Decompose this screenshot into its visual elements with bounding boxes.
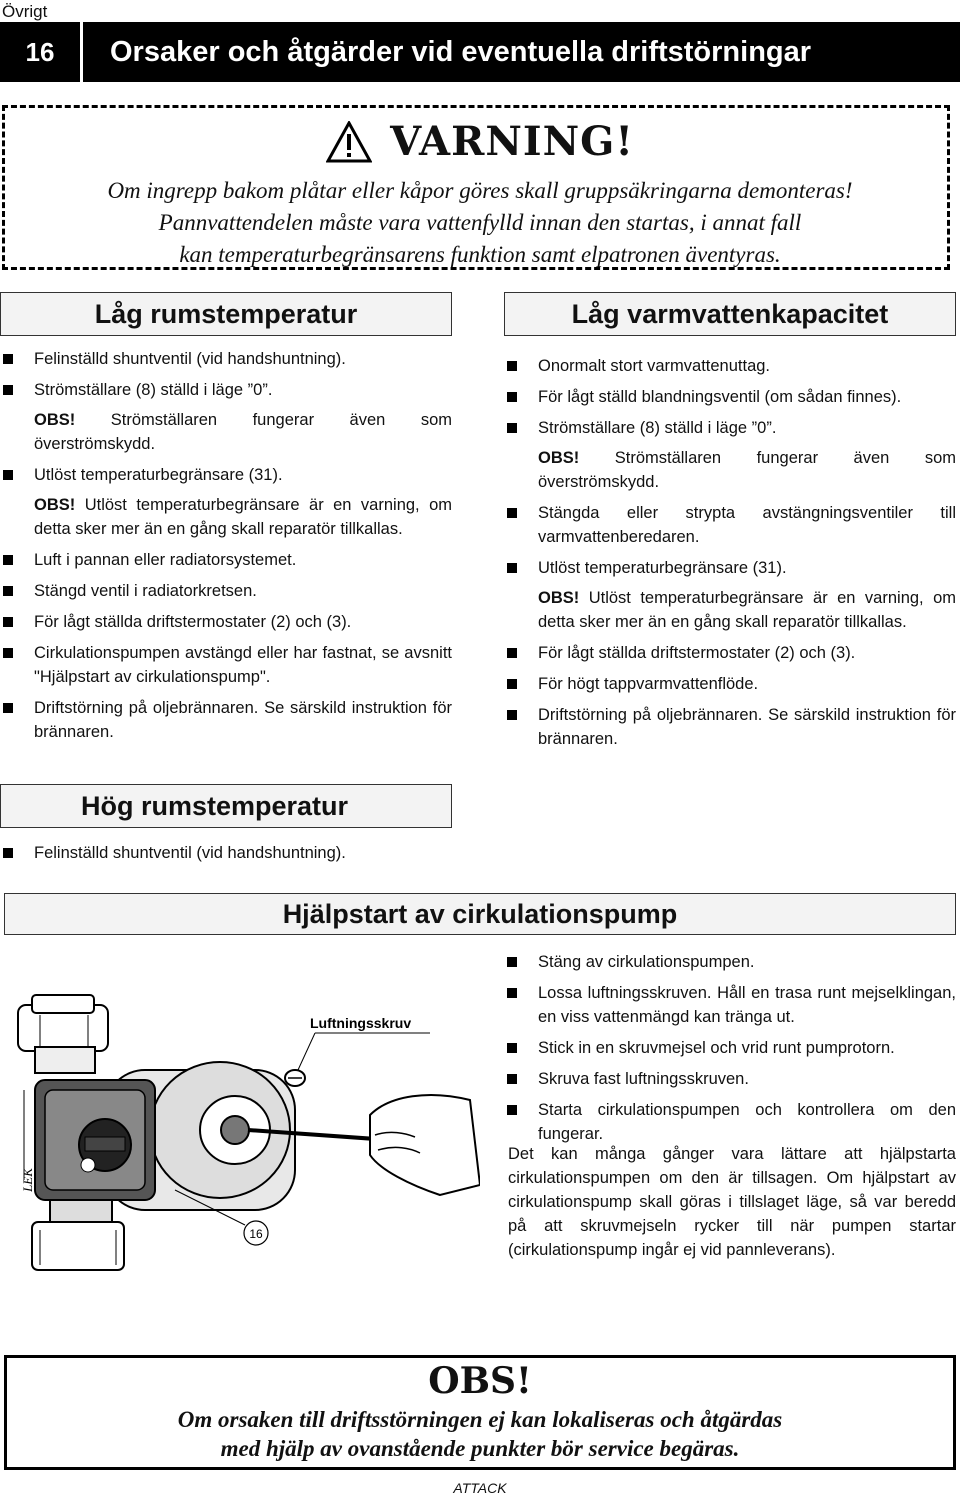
obs-line-2: med hjälp av ovanstående punkter bör service begäras. bbox=[220, 1436, 740, 1461]
pump-steps-list bbox=[504, 950, 956, 1153]
note-item: OBS! Strömställaren fungerar även som överströmskydd. bbox=[34, 411, 452, 453]
note-item: OBS! Utlöst temperaturbegränsare är en varning, om detta sker mer än en gång skall reparatör tillkallas. bbox=[34, 496, 452, 538]
list-item: För lågt ställda driftstermostater (2) och (3). bbox=[0, 610, 452, 634]
note-item: OBS! Strömställaren fungerar även som överströmskydd. bbox=[538, 449, 956, 491]
chapter-number: 16 bbox=[25, 36, 55, 67]
list-item: Onormalt stort varmvattenuttag. bbox=[504, 354, 956, 378]
note-item: OBS! Utlöst temperaturbegränsare är en varning, om detta sker mer än en gång skall reparatör tillkallas. bbox=[538, 589, 956, 631]
list-item: För lågt ställd blandningsventil (om sådan finnes). bbox=[504, 385, 956, 409]
high-room-temp-list bbox=[0, 841, 460, 872]
list-item: Stäng av cirkulationspumpen. bbox=[504, 950, 956, 974]
list-item: Felinställd shuntventil (vid handshuntning). bbox=[0, 841, 460, 865]
vent-screw-label: Luftningsskruv bbox=[310, 1015, 412, 1031]
list-item: Utlöst temperaturbegränsare (31). bbox=[504, 556, 956, 580]
list-item: Felinställd shuntventil (vid handshuntning). bbox=[0, 347, 452, 371]
pump-paragraph: Det kan många gånger vara lättare att hjälpstarta cirkulationspumpen om den är tillsagen. Om hjälpstart av cirkulationspump skall göras i tillslaget läge, så var beredd på att skruvmejseln rycker till när pumpen startar (cirkulationspump ingår ej vid pannleverans). bbox=[508, 1145, 956, 1259]
list-item: Stängda eller strypta avstängningsventiler till varmvattenberedaren. bbox=[504, 501, 956, 549]
list-item: För högt tappvarmvattenflöde. bbox=[504, 672, 956, 696]
list-item: Skruva fast luftningsskruven. bbox=[504, 1067, 956, 1091]
obs-text bbox=[0, 1405, 960, 1463]
warning-text bbox=[0, 175, 960, 271]
list-item: Starta cirkulationspumpen och kontrollera om den fungerar. bbox=[504, 1098, 956, 1146]
warning-heading bbox=[0, 118, 960, 165]
chapter-divider bbox=[80, 22, 83, 82]
list-item: Utlöst temperaturbegränsare (31). bbox=[0, 463, 452, 487]
warning-line-1: Om ingrepp bakom plåtar eller kåpor göres skall gruppsäkringarna demonteras! bbox=[107, 178, 853, 203]
figure-number: 16 bbox=[249, 1227, 263, 1241]
list-item: Lossa luftningsskruven. Håll en trasa runt mejselklingan, en viss vattenmängd kan tränga ut. bbox=[504, 981, 956, 1029]
warning-title: VARNING! bbox=[390, 118, 634, 165]
pump-illustration bbox=[10, 985, 480, 1275]
obs-line-1: Om orsaken till driftsstörningen ej kan lokaliseras och åtgärdas bbox=[177, 1407, 783, 1432]
chapter-bar bbox=[0, 22, 960, 82]
warning-line-3: kan temperaturbegränsarens funktion samt elpatronen äventyras. bbox=[179, 242, 781, 267]
low-hot-water-header: Låg varmvattenkapacitet bbox=[504, 292, 956, 336]
list-item: Driftstörning på oljebrännaren. Se särskild instruktion för brännaren. bbox=[504, 703, 956, 751]
pump-help-header: Hjälpstart av cirkulationspump bbox=[4, 893, 956, 935]
list-item: Stick in en skruvmejsel och vrid runt pumprotorn. bbox=[504, 1036, 956, 1060]
obs-title: OBS! bbox=[428, 1360, 532, 1402]
list-item: Strömställare (8) ställd i läge ”0”. bbox=[504, 416, 956, 440]
high-room-temp-header: Hög rumstemperatur bbox=[0, 784, 452, 828]
list-item: Cirkulationspumpen avstängd eller har fastnat, se avsnitt "Hjälpstart av cirkulationspump". bbox=[0, 641, 452, 689]
section-label: Övrigt bbox=[2, 2, 48, 21]
list-item: Stängd ventil i radiatorkretsen. bbox=[0, 579, 452, 603]
warning-line-2: Pannvattendelen måste vara vattenfylld innan den startas, i annat fall bbox=[158, 210, 802, 235]
footer-brand: ATTACK bbox=[453, 1480, 507, 1496]
list-item: Luft i pannan eller radiatorsystemet. bbox=[0, 548, 452, 572]
list-item: Strömställare (8) ställd i läge ”0”. bbox=[0, 378, 452, 402]
side-mark: LEK bbox=[20, 1168, 35, 1192]
low-hot-water-list bbox=[504, 354, 956, 758]
chapter-title: Orsaker och åtgärder vid eventuella driftstörningar bbox=[110, 35, 812, 68]
low-room-temp-header: Låg rumstemperatur bbox=[0, 292, 452, 336]
low-room-temp-list bbox=[0, 347, 452, 751]
list-item: Driftstörning på oljebrännaren. Se särskild instruktion för brännaren. bbox=[0, 696, 452, 744]
warning-triangle-icon bbox=[326, 121, 372, 163]
list-item: För lågt ställda driftstermostater (2) och (3). bbox=[504, 641, 956, 665]
